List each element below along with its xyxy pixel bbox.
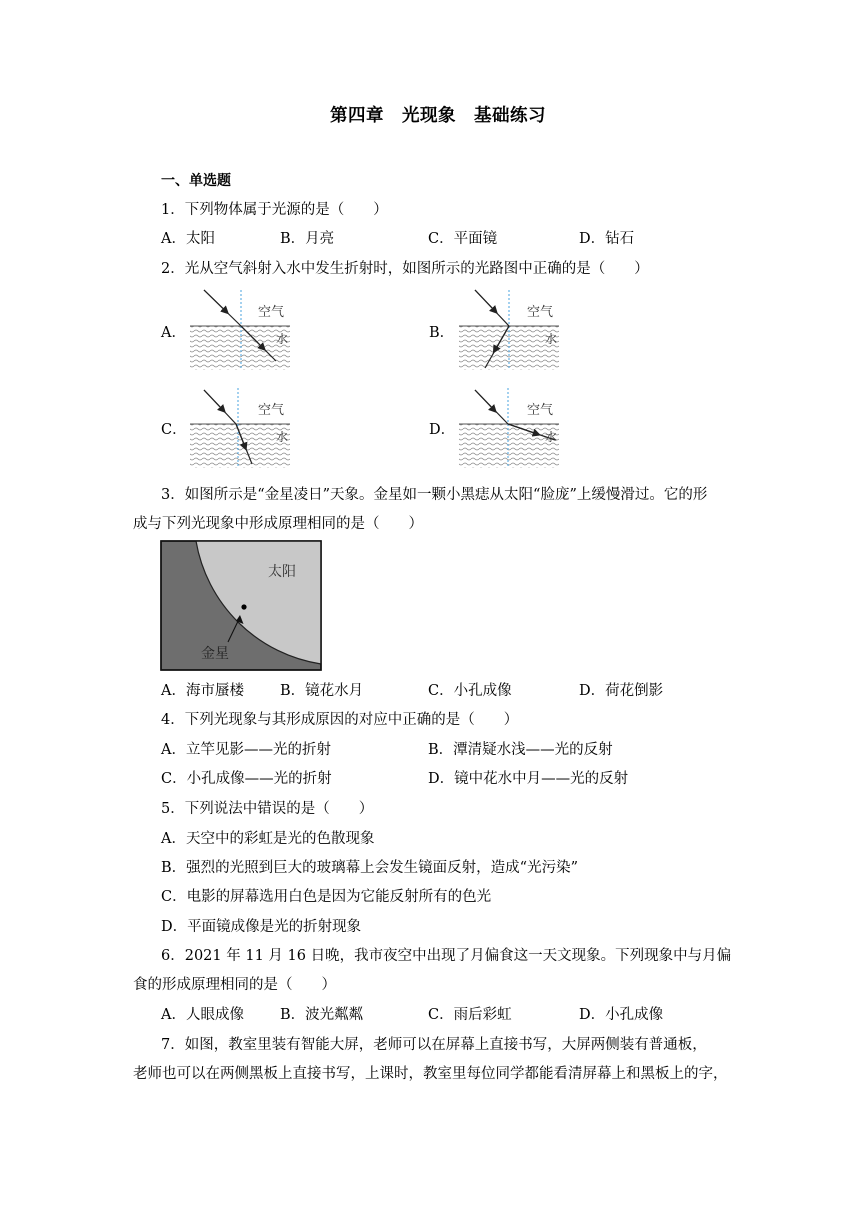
q5-option-a: A．天空中的彩虹是光的色散现象 xyxy=(161,831,375,847)
water-region xyxy=(459,424,559,468)
incident-ray-arrow xyxy=(204,390,223,410)
q3-option-c: C．小孔成像 xyxy=(428,683,512,699)
q1-option-d: D．钻石 xyxy=(579,231,635,247)
water-region xyxy=(190,424,290,468)
q6-option-a: A．人眼成像 xyxy=(161,1007,244,1023)
venus-transit-figure xyxy=(160,540,323,672)
q2-option-b-label: B． xyxy=(429,325,455,341)
venus-label: 金星 xyxy=(201,646,229,662)
q1-option-b: B．月亮 xyxy=(280,231,335,247)
q2-diagram-a xyxy=(186,288,296,372)
water-label: 水 xyxy=(276,430,289,444)
incident-ray-arrow xyxy=(204,290,226,311)
q1-stem: 1．下列物体属于光源的是（ ） xyxy=(161,202,388,218)
incident-ray-arrow xyxy=(475,390,494,410)
q3-option-b: B．镜花水月 xyxy=(280,683,364,699)
q4-option-b: B．潭清疑水浅——光的反射 xyxy=(428,742,613,758)
q5-option-c: C．电影的屏幕选用白色是因为它能反射所有的色光 xyxy=(161,889,492,905)
incident-ray-arrow xyxy=(475,290,495,311)
q7-stem-line1: 7．如图，教室里装有智能大屏，老师可以在屏幕上直接书写，大屏两侧装有普通板， xyxy=(161,1037,707,1053)
q4-option-c: C．小孔成像——光的折射 xyxy=(161,771,332,787)
air-label: 空气 xyxy=(527,403,554,418)
q5-option-d: D．平面镜成像是光的折射现象 xyxy=(161,919,362,935)
q6-stem-line2: 食的形成原理相同的是（ ） xyxy=(133,977,336,993)
water-label: 水 xyxy=(545,430,558,444)
section-heading: 一、单选题 xyxy=(161,173,231,189)
q2-option-c-label: C． xyxy=(161,422,187,438)
q4-stem: 4．下列光现象与其形成原因的对应中正确的是（ ） xyxy=(161,712,519,728)
q6-option-c: C．雨后彩虹 xyxy=(428,1007,512,1023)
water-label: 水 xyxy=(276,332,289,346)
q6-stem-line1: 6．2021 年 11 月 16 日晚，我市夜空中出现了月偏食这一天文现象。下列现象中与月偏 xyxy=(161,948,732,964)
q3-stem-line1: 3．如图所示是“金星凌日”天象。金星如一颗小黑痣从太阳“脸庞”上缓慢滑过。它的形 xyxy=(161,487,708,503)
q2-diagram-d xyxy=(455,386,565,470)
water-region xyxy=(190,326,290,370)
q5-stem: 5．下列说法中错误的是（ ） xyxy=(161,801,374,817)
q6-option-b: B．波光粼粼 xyxy=(280,1007,364,1023)
q2-stem: 2．光从空气斜射入水中发生折射时，如图所示的光路图中正确的是（ ） xyxy=(161,261,649,277)
q7-stem-line2: 老师也可以在两侧黑板上直接书写，上课时，教室里每位同学都能看清屏幕上和黑板上的字， xyxy=(133,1066,728,1082)
air-label: 空气 xyxy=(258,305,285,320)
air-label: 空气 xyxy=(258,403,285,418)
q3-stem-line2: 成与下列光现象中形成原理相同的是（ ） xyxy=(133,516,423,532)
q4-option-a: A．立竿见影——光的折射 xyxy=(161,742,331,758)
q2-option-d-label: D． xyxy=(429,422,456,438)
q6-option-d: D．小孔成像 xyxy=(579,1007,664,1023)
water-label: 水 xyxy=(545,332,558,346)
page-title: 第四章 光现象 基础练习 xyxy=(330,106,546,126)
q2-option-a-label: A． xyxy=(161,325,186,341)
q2-diagram-b xyxy=(455,288,565,372)
q2-diagram-c xyxy=(186,386,296,470)
q3-option-a: A．海市蜃楼 xyxy=(161,683,244,699)
q1-option-c: C．平面镜 xyxy=(428,231,498,247)
air-label: 空气 xyxy=(527,305,554,320)
q4-option-d: D．镜中花水中月——光的反射 xyxy=(428,771,629,787)
q1-option-a: A．太阳 xyxy=(161,231,215,247)
q5-option-b: B．强烈的光照到巨大的玻璃幕上会发生镜面反射，造成“光污染” xyxy=(161,860,578,876)
q3-option-d: D．荷花倒影 xyxy=(579,683,664,699)
venus-dot xyxy=(241,604,246,609)
sun-label: 太阳 xyxy=(268,564,296,580)
